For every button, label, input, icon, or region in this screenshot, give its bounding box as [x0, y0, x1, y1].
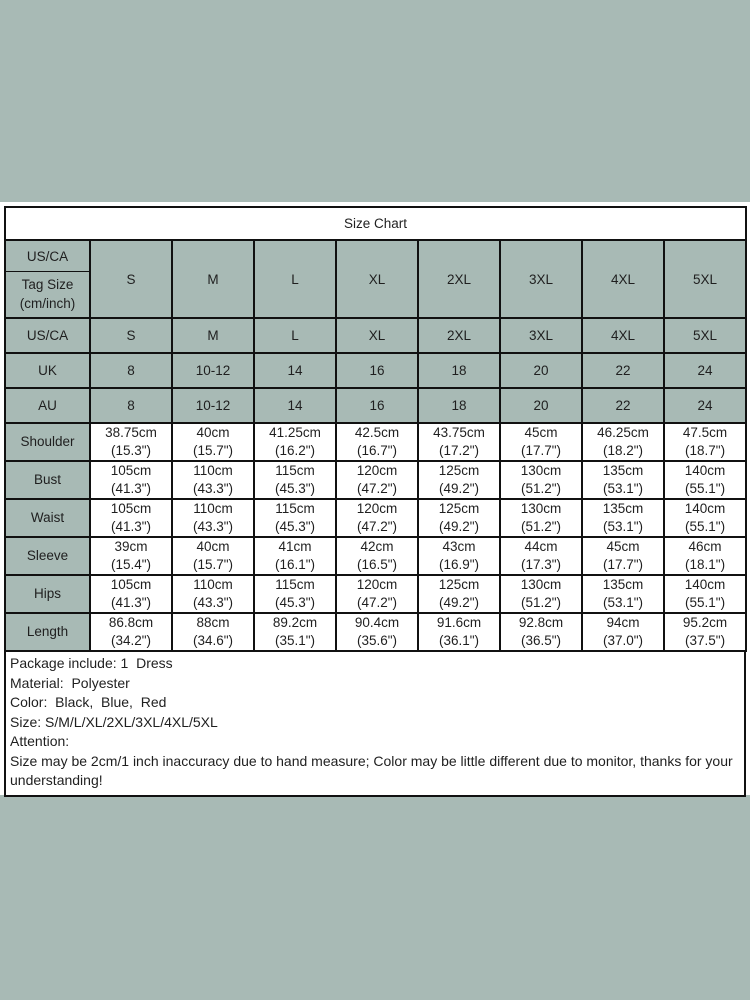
inch-value: (17.7") — [602, 557, 644, 572]
measurement-value-cell — [254, 423, 336, 461]
cm-value: 43cm — [442, 539, 476, 555]
measurement-value-cell — [664, 613, 746, 651]
size-chart-table — [4, 206, 747, 652]
measurement-value-cell — [254, 461, 336, 499]
cm-value: 120cm — [356, 501, 398, 517]
inch-value: (43.3") — [192, 481, 234, 496]
cm-value: 130cm — [520, 463, 562, 479]
chart-panel — [0, 202, 750, 795]
inch-value: (43.3") — [192, 595, 234, 610]
cm-value: 135cm — [602, 463, 644, 479]
row-label-cell: AU — [5, 388, 90, 423]
measurement-value-cell — [90, 613, 172, 651]
size-value-cell: 4XL — [582, 318, 664, 353]
measurement-value-cell — [582, 461, 664, 499]
cm-value: 45cm — [606, 539, 640, 555]
measurement-value-cell — [582, 613, 664, 651]
measurement-row — [5, 613, 746, 651]
cm-value: 95.2cm — [682, 615, 728, 631]
row-label-cell: UK — [5, 353, 90, 388]
cm-value: 41.25cm — [269, 425, 321, 441]
measurement-row — [5, 499, 746, 537]
size-value-cell: 20 — [500, 388, 582, 423]
inch-value: (15.3") — [110, 443, 152, 458]
inch-value: (41.3") — [110, 519, 152, 534]
size-header-cell: 3XL — [500, 240, 582, 318]
product-info-line: Attention: — [10, 733, 70, 749]
cm-value: 130cm — [520, 501, 562, 517]
measurement-value-cell — [418, 499, 500, 537]
inch-value: (41.3") — [110, 481, 152, 496]
cm-value: 46cm — [688, 539, 722, 555]
measurement-value-cell — [254, 575, 336, 613]
cm-value: 140cm — [684, 577, 726, 593]
size-header-cell: XL — [336, 240, 418, 318]
title-row — [5, 207, 746, 240]
inch-value: (36.5") — [520, 633, 562, 648]
measurement-value-cell — [500, 461, 582, 499]
inch-value: (51.2") — [520, 595, 562, 610]
size-value-cell: 8 — [90, 353, 172, 388]
measurement-value-cell — [418, 423, 500, 461]
inch-value: (55.1") — [685, 519, 726, 534]
cm-value: 44cm — [524, 539, 558, 555]
size-value-cell: 14 — [254, 353, 336, 388]
measurement-value-cell — [664, 423, 746, 461]
inch-value: (34.2") — [110, 633, 152, 648]
cm-value: 105cm — [110, 577, 152, 593]
measurement-row — [5, 575, 746, 613]
measurement-value-cell — [172, 499, 254, 537]
inch-value: (18.1") — [685, 557, 726, 572]
header-row — [5, 240, 746, 318]
cm-value: 41cm — [278, 539, 312, 555]
inch-value: (45.3") — [274, 519, 316, 534]
size-value-cell: 18 — [418, 388, 500, 423]
measurement-value-cell — [254, 613, 336, 651]
measurement-value-cell — [336, 575, 418, 613]
conversion-row — [5, 388, 746, 423]
cm-value: 110cm — [193, 577, 233, 593]
size-value-cell: 16 — [336, 353, 418, 388]
cm-value: 130cm — [520, 577, 562, 593]
inch-value: (47.2") — [356, 595, 398, 610]
size-value-cell: 8 — [90, 388, 172, 423]
measurement-value-cell — [582, 537, 664, 575]
measurement-value-cell — [172, 575, 254, 613]
measurement-value-cell — [172, 423, 254, 461]
cm-value: 38.75cm — [105, 425, 157, 441]
size-value-cell: M — [172, 318, 254, 353]
product-info-line: Material: Polyester — [10, 674, 130, 691]
cm-value: 40cm — [196, 425, 230, 441]
measurement-value-cell — [500, 423, 582, 461]
cm-value: 91.6cm — [436, 615, 482, 631]
row-label-cell: US/CA — [5, 318, 90, 353]
tag-size-line-2: (cm/inch) — [19, 295, 76, 311]
measurement-value-cell — [172, 461, 254, 499]
inch-value: (34.6") — [192, 633, 234, 648]
inch-value: (37.5") — [685, 633, 726, 648]
size-value-cell: L — [254, 318, 336, 353]
cm-value: 94cm — [606, 615, 640, 631]
inch-value: (45.3") — [274, 595, 316, 610]
measurement-value-cell — [664, 499, 746, 537]
measurement-value-cell — [254, 499, 336, 537]
measurement-value-cell — [172, 613, 254, 651]
us-ca-header-label: US/CA — [6, 241, 89, 272]
inch-value: (41.3") — [110, 595, 152, 610]
measurement-value-cell — [336, 423, 418, 461]
inch-value: (43.3") — [192, 519, 234, 534]
measurement-value-cell — [500, 613, 582, 651]
size-value-cell: 2XL — [418, 318, 500, 353]
row-label-cell: Bust — [5, 461, 90, 499]
size-header-cell: 2XL — [418, 240, 500, 318]
measurement-value-cell — [172, 537, 254, 575]
cm-value: 89.2cm — [272, 615, 318, 631]
cm-value: 92.8cm — [518, 615, 564, 631]
inch-value: (55.1") — [685, 481, 726, 496]
cm-value: 43.75cm — [433, 425, 485, 441]
inch-value: (35.6") — [356, 633, 398, 648]
cm-value: 88cm — [196, 615, 230, 631]
measurement-value-cell — [336, 537, 418, 575]
inch-value: (51.2") — [520, 481, 562, 496]
tag-size-header-label — [6, 272, 89, 317]
cm-value: 47.5cm — [682, 425, 728, 441]
measurement-value-cell — [254, 537, 336, 575]
cm-value: 120cm — [356, 577, 398, 593]
measurement-value-cell — [582, 575, 664, 613]
cm-value: 140cm — [684, 463, 726, 479]
measurement-value-cell — [500, 575, 582, 613]
size-value-cell: 3XL — [500, 318, 582, 353]
row-label-cell: Waist — [5, 499, 90, 537]
cm-value: 115cm — [275, 577, 315, 593]
size-value-cell: 20 — [500, 353, 582, 388]
cm-value: 42cm — [360, 539, 394, 555]
product-info-box — [4, 650, 746, 797]
size-value-cell: 14 — [254, 388, 336, 423]
product-info-line: Color: Black, Blue, Red — [10, 694, 167, 710]
inch-value: (15.7") — [192, 557, 234, 572]
measurement-value-cell — [582, 423, 664, 461]
cm-value: 125cm — [438, 501, 480, 517]
size-value-cell: 16 — [336, 388, 418, 423]
cm-value: 115cm — [275, 463, 315, 479]
cm-value: 40cm — [196, 539, 230, 555]
measurement-value-cell — [90, 423, 172, 461]
cm-value: 105cm — [110, 501, 152, 517]
inch-value: (16.2") — [274, 443, 316, 458]
measurement-value-cell — [90, 499, 172, 537]
measurement-value-cell — [664, 575, 746, 613]
inch-value: (16.1") — [274, 557, 316, 572]
measurement-value-cell — [418, 537, 500, 575]
product-info-line: Size: S/M/L/XL/2XL/3XL/4XL/5XL — [10, 713, 218, 730]
cm-value: 120cm — [356, 463, 398, 479]
inch-value: (49.2") — [438, 519, 480, 534]
measurement-value-cell — [90, 575, 172, 613]
inch-value: (45.3") — [274, 481, 316, 496]
row-label-cell: Sleeve — [5, 537, 90, 575]
measurement-row — [5, 537, 746, 575]
cm-value: 90.4cm — [354, 615, 400, 631]
inch-value: (35.1") — [274, 633, 316, 648]
size-value-cell: XL — [336, 318, 418, 353]
inch-value: (47.2") — [356, 519, 398, 534]
inch-value: (49.2") — [438, 595, 480, 610]
inch-value: (55.1") — [685, 595, 726, 610]
size-header-cell: L — [254, 240, 336, 318]
inch-value: (16.5") — [356, 557, 398, 572]
cm-value: 110cm — [193, 463, 233, 479]
cm-value: 110cm — [193, 501, 233, 517]
measurement-row — [5, 423, 746, 461]
cm-value: 46.25cm — [597, 425, 649, 441]
size-header-cell: 4XL — [582, 240, 664, 318]
cm-value: 125cm — [438, 577, 480, 593]
measurement-value-cell — [418, 461, 500, 499]
inch-value: (53.1") — [602, 519, 644, 534]
cm-value: 125cm — [438, 463, 480, 479]
size-value-cell: 22 — [582, 388, 664, 423]
inch-value: (16.7") — [356, 443, 398, 458]
inch-value: (49.2") — [438, 481, 480, 496]
inch-value: (15.7") — [192, 443, 234, 458]
cm-value: 105cm — [110, 463, 152, 479]
size-header-cell: M — [172, 240, 254, 318]
tag-size-header-cell — [5, 240, 90, 318]
size-value-cell: 22 — [582, 353, 664, 388]
measurement-value-cell — [90, 461, 172, 499]
cm-value: 86.8cm — [108, 615, 154, 631]
conversion-row — [5, 318, 746, 353]
conversion-row — [5, 353, 746, 388]
size-value-cell: S — [90, 318, 172, 353]
cm-value: 115cm — [275, 501, 315, 517]
size-value-cell: 10-12 — [172, 353, 254, 388]
inch-value: (53.1") — [602, 481, 644, 496]
inch-value: (51.2") — [520, 519, 562, 534]
cm-value: 45cm — [524, 425, 558, 441]
measurement-value-cell — [90, 537, 172, 575]
product-info-line: Size may be 2cm/1 inch inaccuracy due to hand measure; Color may be little different due to monitor, thanks for your understanding! — [10, 752, 737, 788]
size-chart-title: Size Chart — [5, 207, 746, 240]
measurement-value-cell — [500, 537, 582, 575]
measurement-value-cell — [582, 499, 664, 537]
inch-value: (16.9") — [438, 557, 480, 572]
size-header-cell: S — [90, 240, 172, 318]
size-value-cell: 24 — [664, 353, 746, 388]
size-value-cell: 5XL — [664, 318, 746, 353]
size-value-cell: 18 — [418, 353, 500, 388]
inch-value: (17.7") — [520, 443, 562, 458]
measurement-value-cell — [664, 537, 746, 575]
measurement-value-cell — [664, 461, 746, 499]
tag-size-line-1: Tag Size — [21, 277, 74, 293]
measurement-value-cell — [336, 499, 418, 537]
measurement-value-cell — [500, 499, 582, 537]
measurement-value-cell — [336, 461, 418, 499]
inch-value: (17.3") — [520, 557, 562, 572]
cm-value: 135cm — [602, 577, 644, 593]
inch-value: (18.7") — [685, 443, 726, 458]
cm-value: 135cm — [602, 501, 644, 517]
measurement-value-cell — [418, 575, 500, 613]
inch-value: (47.2") — [356, 481, 398, 496]
product-info-line: Package include: 1 Dress — [10, 655, 173, 671]
inch-value: (36.1") — [438, 633, 480, 648]
cm-value: 39cm — [114, 539, 148, 555]
row-label-cell: Length — [5, 613, 90, 651]
inch-value: (18.2") — [602, 443, 644, 458]
row-label-cell: Shoulder — [5, 423, 90, 461]
measurement-row — [5, 461, 746, 499]
cm-value: 42.5cm — [354, 425, 400, 441]
inch-value: (17.2") — [438, 443, 480, 458]
inch-value: (37.0") — [602, 633, 644, 648]
size-header-cell: 5XL — [664, 240, 746, 318]
measurement-value-cell — [418, 613, 500, 651]
inch-value: (15.4") — [110, 557, 152, 572]
row-label-cell: Hips — [5, 575, 90, 613]
cm-value: 140cm — [684, 501, 726, 517]
measurement-value-cell — [336, 613, 418, 651]
size-value-cell: 10-12 — [172, 388, 254, 423]
inch-value: (53.1") — [602, 595, 644, 610]
size-value-cell: 24 — [664, 388, 746, 423]
